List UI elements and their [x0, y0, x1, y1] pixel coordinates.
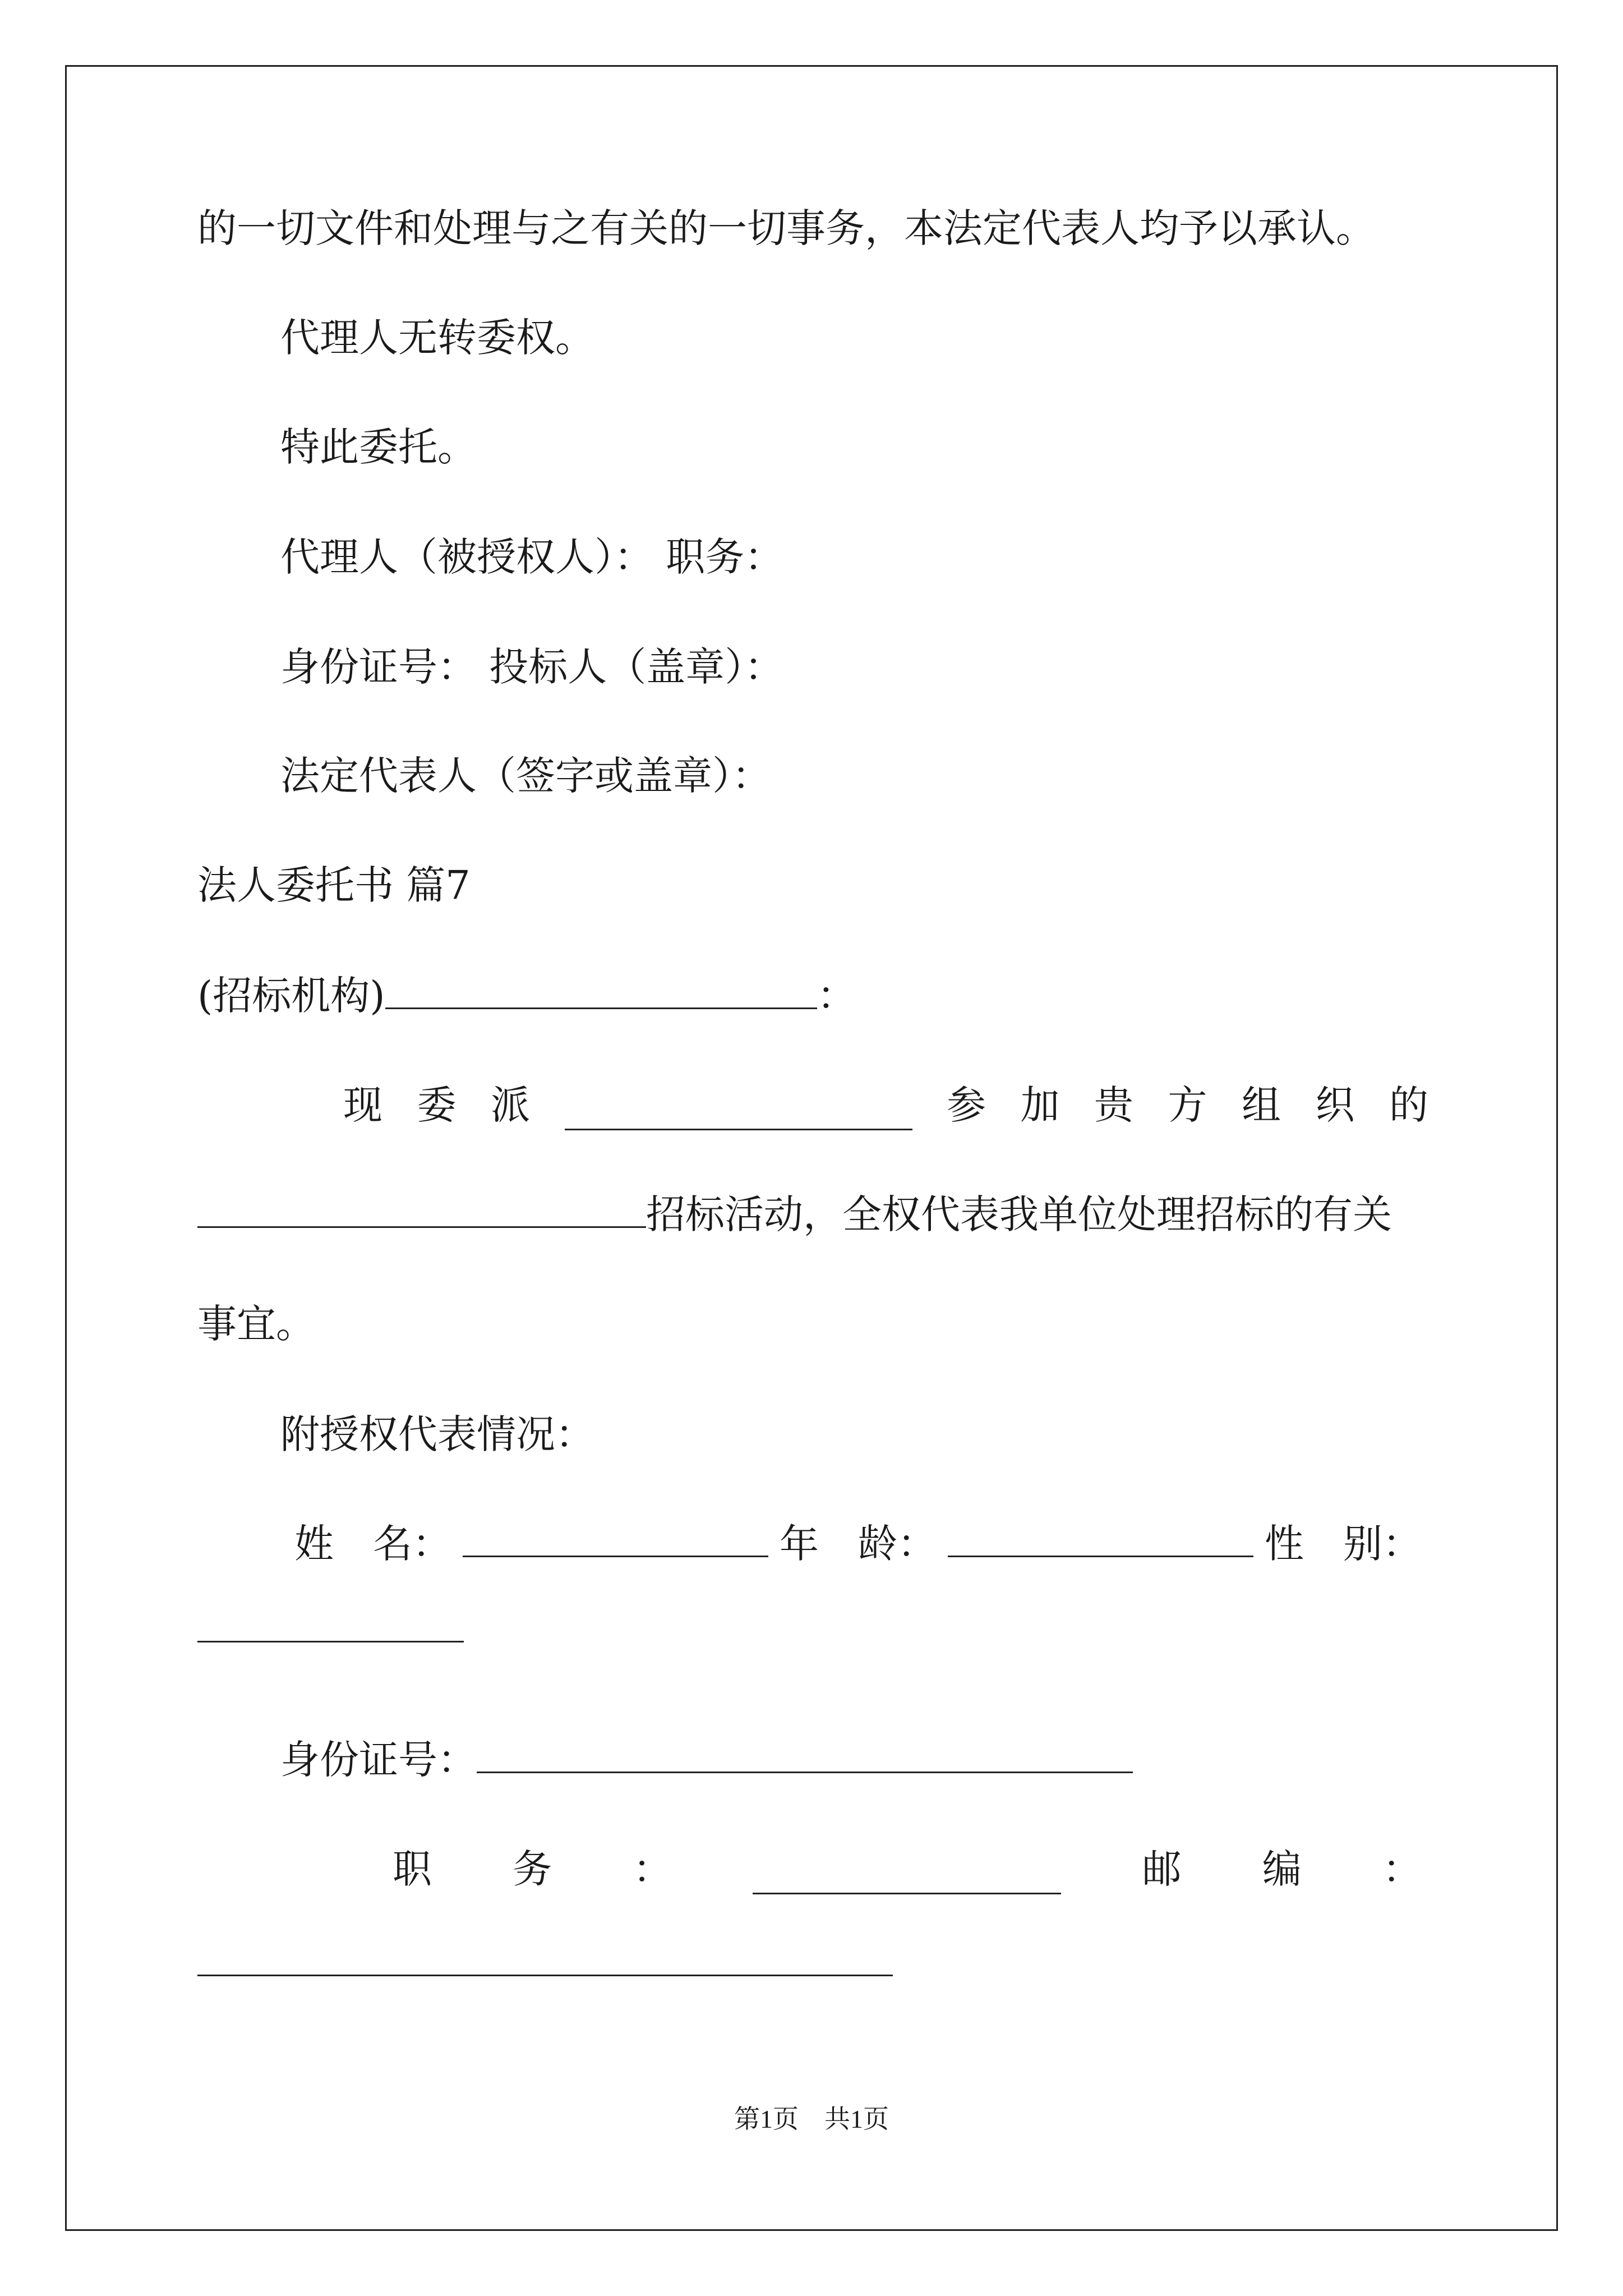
- postcode-blank[interactable]: [197, 1975, 893, 1976]
- assign-word: 方: [1168, 1082, 1207, 1128]
- project-blank[interactable]: [197, 1189, 646, 1228]
- page-border: [65, 65, 1558, 2231]
- post-line: [393, 1844, 1422, 1894]
- text-line-3: 特此委托。: [280, 424, 477, 470]
- assign-word: 参: [947, 1082, 986, 1128]
- activity-text: 招标活动，全权代表我单位处理招标的有关: [646, 1191, 1392, 1237]
- agency-blank[interactable]: [385, 970, 817, 1009]
- attach-heading: 附授权代表情况：: [280, 1411, 594, 1457]
- post-word: ：: [633, 1846, 672, 1892]
- delegate-blank[interactable]: [565, 1092, 912, 1130]
- assign-word: 贵: [1094, 1082, 1133, 1128]
- age-blank[interactable]: [948, 1519, 1253, 1557]
- section-heading: 法人委托书 篇7: [197, 862, 471, 908]
- name-blank[interactable]: [463, 1519, 768, 1557]
- name-label: 姓 名：: [294, 1521, 451, 1567]
- agency-label: (招标机构): [197, 973, 385, 1019]
- page-number: 第1页: [734, 2105, 799, 2133]
- id-line: [280, 1734, 1133, 1785]
- age-label: 年 龄：: [780, 1521, 937, 1567]
- id-blank[interactable]: [477, 1734, 1133, 1773]
- text-line-6: 法定代表人（签字或盖章）：: [280, 753, 771, 799]
- post-word: 邮: [1142, 1846, 1182, 1892]
- assign-word: 现: [343, 1082, 382, 1128]
- assign-word: 织: [1315, 1082, 1355, 1128]
- agency-colon: ：: [817, 973, 856, 1019]
- page-total: 共1页: [824, 2105, 889, 2133]
- post-word: 职: [393, 1846, 432, 1892]
- assign-word: 加: [1020, 1082, 1060, 1128]
- post-word: ：: [1382, 1846, 1422, 1892]
- post-word: 编: [1262, 1846, 1302, 1892]
- assign-word: 的: [1389, 1082, 1428, 1128]
- assign-word: 派: [491, 1082, 530, 1128]
- post-blank[interactable]: [753, 1856, 1061, 1894]
- gender-blank[interactable]: [197, 1641, 464, 1642]
- end-line: 事宜。: [197, 1301, 315, 1347]
- page-footer: [0, 2102, 1623, 2136]
- text-line-2: 代理人无转委权。: [280, 315, 594, 361]
- text-line-4: 代理人（被授权人）： 职务：: [280, 534, 784, 580]
- activity-line: [197, 1189, 1392, 1240]
- text-line-1: 的一切文件和处理与之有关的一切事务，本法定代表人均予以承认。: [197, 205, 1375, 251]
- assign-line: [343, 1080, 1428, 1130]
- assign-word: 组: [1242, 1082, 1281, 1128]
- assign-word: 委: [417, 1082, 457, 1128]
- post-word: 务: [513, 1846, 552, 1892]
- person-line: [294, 1519, 1422, 1569]
- gender-label: 性 别：: [1265, 1521, 1422, 1567]
- agency-line: [197, 970, 856, 1021]
- id-label: 身份证号：: [280, 1737, 477, 1783]
- text-line-5: 身份证号： 投标人（盖章）：: [280, 644, 784, 690]
